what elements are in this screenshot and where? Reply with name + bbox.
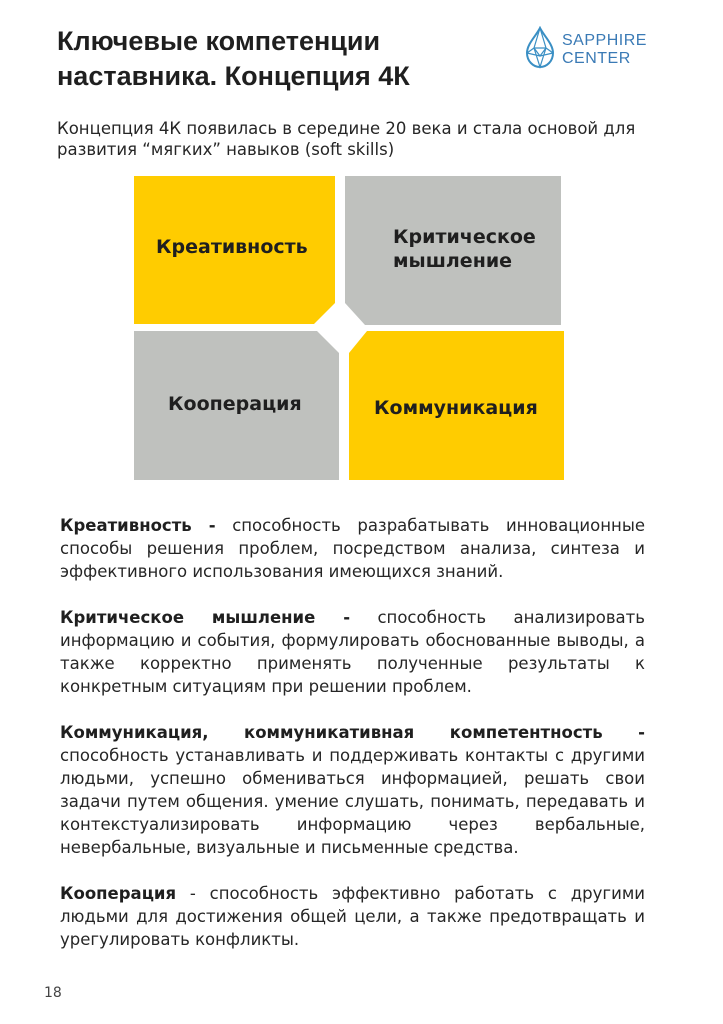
- logo-text: [562, 32, 647, 68]
- page-title-line-2: наставника. Концепция 4К: [57, 61, 410, 91]
- page-title-line-1: Ключевые компетенции: [57, 26, 381, 56]
- definition-critical-thinking: [60, 606, 645, 698]
- definition-text: способность анализировать информацию и события, формулировать обоснованные выводы, а также корректно применять полученные результаты к конкретным ситуациям при решении проблем.: [60, 608, 645, 696]
- definition-text: - способность эффективно работать с другими людьми для достижения общей цели, а также предотвращать и урегулировать конфликты.: [60, 884, 645, 949]
- quadrant-label-communication: Коммуникация: [374, 397, 538, 419]
- logo-line-1: SAPPHIRE: [562, 32, 647, 49]
- sapphire-center-logo: [524, 24, 674, 76]
- definition-term: Кооперация: [60, 884, 177, 903]
- 4k-quadrants-graphic: [134, 176, 564, 480]
- page-title: [57, 24, 507, 94]
- definition-term: Коммуникация, коммуникативная компетентность -: [60, 723, 645, 742]
- definition-text: способность устанавливать и поддерживать контакты с другими людьми, успешно обмениваться информацией, решать свои задачи путем общения. умение слушать, понимать, передавать и контекстуализировать информацию через вербальные, невербальные, визуальные и письменные средства.: [60, 746, 645, 857]
- definitions-list: [60, 514, 645, 974]
- sapphire-gem-icon: [524, 26, 556, 70]
- quadrant-label-critical-thinking: [393, 225, 536, 273]
- quadrant-label-cooperation: Кооперация: [168, 393, 302, 415]
- definition-creativity: [60, 514, 645, 583]
- definition-communication: [60, 721, 645, 859]
- quadrant-label-creativity: Креативность: [156, 236, 308, 258]
- quadrant-label-critical-thinking-line-1: Критическое: [393, 226, 536, 248]
- definition-cooperation: [60, 882, 645, 951]
- intro-paragraph: Концепция 4К появилась в середине 20 века и стала основой для развития “мягких” навыков (soft skills): [57, 119, 636, 159]
- quadrant-label-critical-thinking-line-2: мышление: [393, 250, 513, 272]
- definition-term: Креативность -: [60, 516, 216, 535]
- page-number: 18: [44, 985, 62, 1001]
- logo-line-2: CENTER: [562, 50, 631, 67]
- definition-term: Критическое мышление -: [60, 608, 351, 627]
- definition-text: способность разрабатывать инновационные способы решения проблем, посредством анализа, синтеза и эффективного использования имеющихся знаний.: [60, 516, 645, 581]
- 4k-diagram: [134, 176, 564, 480]
